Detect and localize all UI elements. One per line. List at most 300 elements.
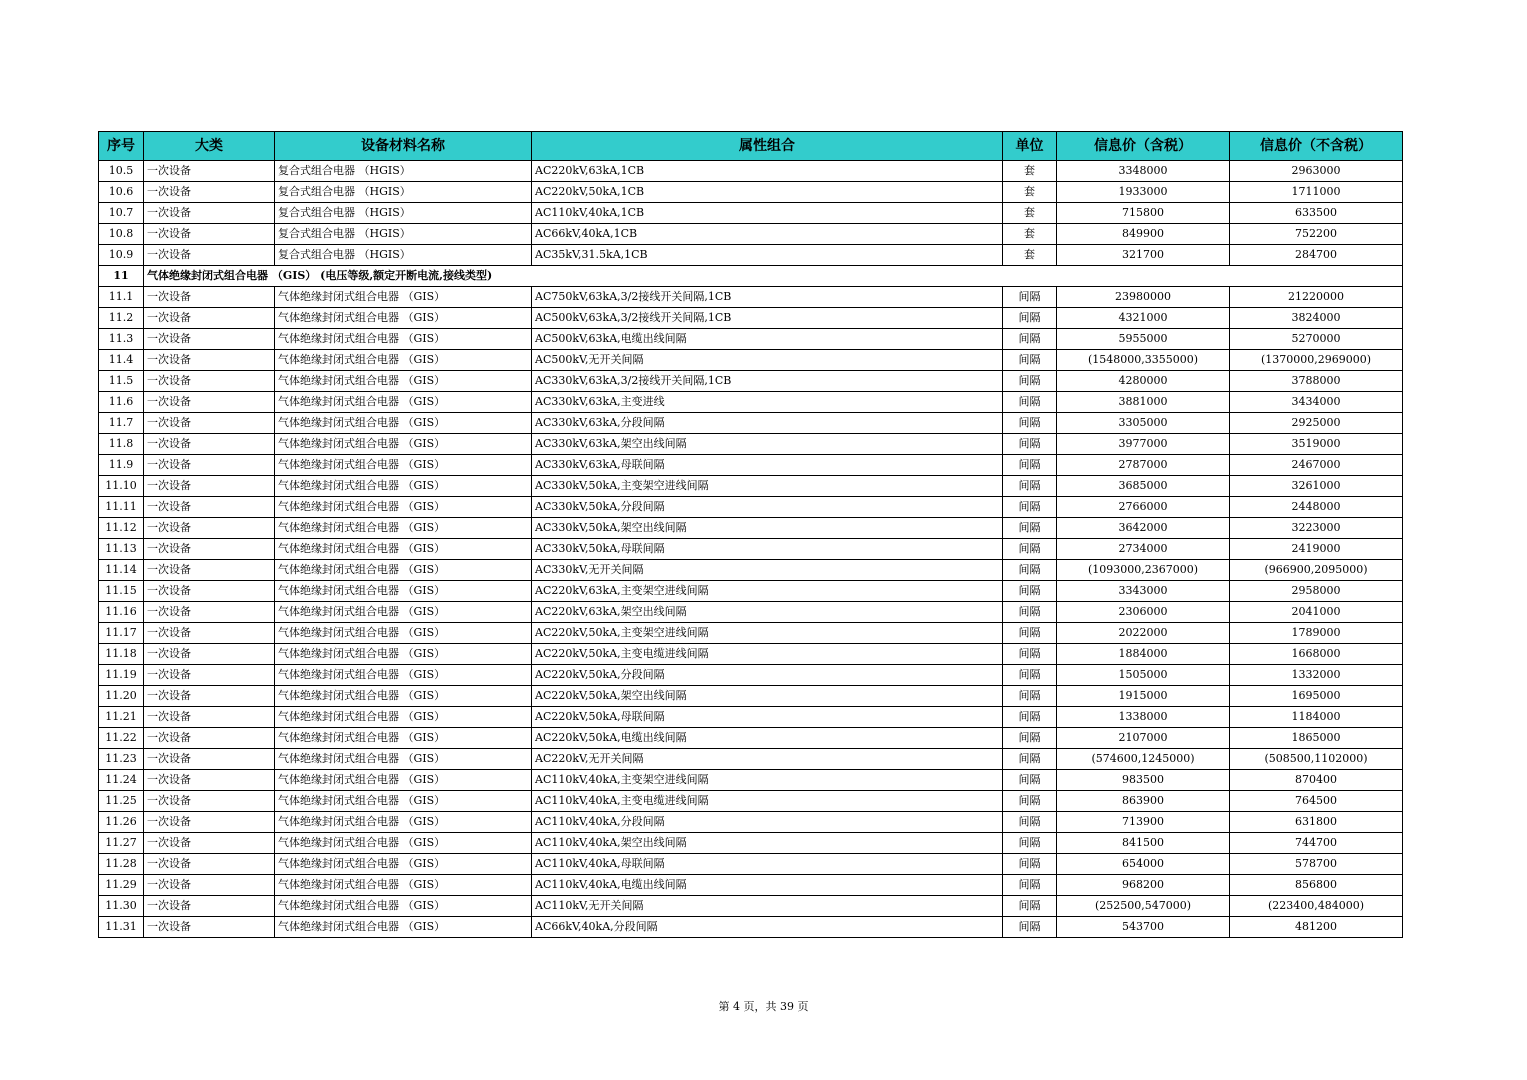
cell-no: 10.5 [99,161,144,182]
cell-no: 11.26 [99,812,144,833]
cell-price-tax: 713900 [1057,812,1230,833]
cell-unit: 间隔 [1003,602,1057,623]
cell-no: 11.13 [99,539,144,560]
cell-category: 一次设备 [144,245,275,266]
table-row [99,203,1403,224]
table-row [99,602,1403,623]
cell-price-tax: 849900 [1057,224,1230,245]
cell-no: 11.22 [99,728,144,749]
table-row [99,812,1403,833]
cell-name: 气体绝缘封闭式组合电器 （GIS） [275,623,532,644]
cell-name: 气体绝缘封闭式组合电器 （GIS） [275,413,532,434]
cell-category: 一次设备 [144,392,275,413]
cell-category: 一次设备 [144,560,275,581]
cell-unit: 间隔 [1003,371,1057,392]
cell-price-notax: 856800 [1230,875,1403,896]
cell-price-notax: 764500 [1230,791,1403,812]
cell-attributes: AC220kV,63kA,架空出线间隔 [532,602,1003,623]
cell-price-tax: 321700 [1057,245,1230,266]
cell-price-tax: 4280000 [1057,371,1230,392]
cell-price-notax: 1184000 [1230,707,1403,728]
cell-attributes: AC330kV,63kA,3/2接线开关间隔,1CB [532,371,1003,392]
cell-category: 一次设备 [144,854,275,875]
table-row [99,392,1403,413]
cell-unit: 间隔 [1003,707,1057,728]
cell-price-notax: 1711000 [1230,182,1403,203]
cell-category: 一次设备 [144,896,275,917]
table-row [99,161,1403,182]
cell-price-tax: 5955000 [1057,329,1230,350]
cell-name: 气体绝缘封闭式组合电器 （GIS） [275,476,532,497]
cell-price-tax: 2787000 [1057,455,1230,476]
table-row [99,644,1403,665]
cell-category: 一次设备 [144,665,275,686]
cell-attributes: AC110kV,40kA,主变架空进线间隔 [532,770,1003,791]
cell-unit: 间隔 [1003,896,1057,917]
cell-no: 11.2 [99,308,144,329]
col-header-price-notax: 信息价（不含税） [1230,132,1403,161]
table-row [99,371,1403,392]
cell-unit: 间隔 [1003,560,1057,581]
cell-price-tax: 543700 [1057,917,1230,938]
cell-category: 一次设备 [144,350,275,371]
cell-name: 气体绝缘封闭式组合电器 （GIS） [275,308,532,329]
cell-attributes: AC500kV,63kA,电缆出线间隔 [532,329,1003,350]
cell-no: 11.24 [99,770,144,791]
cell-no: 11.28 [99,854,144,875]
cell-name: 气体绝缘封闭式组合电器 （GIS） [275,539,532,560]
cell-attributes: AC220kV,50kA,架空出线间隔 [532,686,1003,707]
cell-price-notax: 3223000 [1230,518,1403,539]
cell-price-notax: 578700 [1230,854,1403,875]
table-row [99,476,1403,497]
cell-price-tax: 3881000 [1057,392,1230,413]
cell-price-tax: 1933000 [1057,182,1230,203]
cell-attributes: AC110kV,40kA,架空出线间隔 [532,833,1003,854]
cell-price-tax: (574600,1245000) [1057,749,1230,770]
cell-unit: 间隔 [1003,812,1057,833]
header-row [99,132,1403,161]
cell-unit: 间隔 [1003,833,1057,854]
table-row [99,329,1403,350]
cell-price-tax: 2766000 [1057,497,1230,518]
cell-unit: 间隔 [1003,518,1057,539]
cell-attributes: AC66kV,40kA,1CB [532,224,1003,245]
table-row [99,539,1403,560]
cell-name: 气体绝缘封闭式组合电器 （GIS） [275,854,532,875]
col-header-price-tax: 信息价（含税） [1057,132,1230,161]
cell-no: 10.6 [99,182,144,203]
cell-price-notax: 2467000 [1230,455,1403,476]
page-footer: 第 4 页，共 39 页 [718,1000,809,1013]
table-row [99,287,1403,308]
cell-price-tax: (252500,547000) [1057,896,1230,917]
cell-attributes: AC110kV,40kA,电缆出线间隔 [532,875,1003,896]
cell-price-notax: 5270000 [1230,329,1403,350]
cell-unit: 间隔 [1003,770,1057,791]
cell-name: 气体绝缘封闭式组合电器 （GIS） [275,896,532,917]
cell-price-notax: 1695000 [1230,686,1403,707]
cell-attributes: AC330kV,50kA,分段间隔 [532,497,1003,518]
cell-name: 气体绝缘封闭式组合电器 （GIS） [275,833,532,854]
cell-price-notax: 1332000 [1230,665,1403,686]
cell-attributes: AC220kV,50kA,主变架空进线间隔 [532,623,1003,644]
cell-price-notax: 631800 [1230,812,1403,833]
cell-attributes: AC330kV,63kA,架空出线间隔 [532,434,1003,455]
cell-attributes: AC330kV,63kA,主变进线 [532,392,1003,413]
cell-no: 11.15 [99,581,144,602]
cell-no: 10.8 [99,224,144,245]
cell-unit: 间隔 [1003,350,1057,371]
cell-unit: 间隔 [1003,665,1057,686]
cell-attributes: AC330kV,无开关间隔 [532,560,1003,581]
cell-no: 11.17 [99,623,144,644]
cell-price-notax: 2041000 [1230,602,1403,623]
table-row [99,497,1403,518]
section-title: 气体绝缘封闭式组合电器 （GIS） (电压等级,额定开断电流,接线类型) [144,266,1403,287]
cell-no: 11.10 [99,476,144,497]
cell-price-tax: 3305000 [1057,413,1230,434]
cell-name: 气体绝缘封闭式组合电器 （GIS） [275,350,532,371]
cell-name: 气体绝缘封闭式组合电器 （GIS） [275,917,532,938]
cell-attributes: AC220kV,无开关间隔 [532,749,1003,770]
cell-unit: 间隔 [1003,686,1057,707]
cell-price-tax: (1548000,3355000) [1057,350,1230,371]
cell-category: 一次设备 [144,329,275,350]
cell-price-notax: 3261000 [1230,476,1403,497]
cell-price-tax: 3642000 [1057,518,1230,539]
cell-attributes: AC220kV,50kA,主变电缆进线间隔 [532,644,1003,665]
cell-category: 一次设备 [144,308,275,329]
table-body-bottom [99,287,1403,938]
cell-price-tax: 23980000 [1057,287,1230,308]
cell-category: 一次设备 [144,497,275,518]
section-no: 11 [99,266,144,287]
cell-price-notax: 284700 [1230,245,1403,266]
table-row [99,917,1403,938]
table-row [99,770,1403,791]
cell-no: 11.25 [99,791,144,812]
table-row [99,182,1403,203]
col-header-no: 序号 [99,132,144,161]
cell-unit: 套 [1003,203,1057,224]
cell-category: 一次设备 [144,644,275,665]
cell-attributes: AC110kV,40kA,母联间隔 [532,854,1003,875]
table-row [99,560,1403,581]
cell-name: 气体绝缘封闭式组合电器 （GIS） [275,371,532,392]
section-row [99,266,1403,287]
cell-category: 一次设备 [144,182,275,203]
cell-attributes: AC330kV,50kA,主变架空进线间隔 [532,476,1003,497]
cell-price-notax: 870400 [1230,770,1403,791]
cell-no: 11.20 [99,686,144,707]
cell-no: 10.9 [99,245,144,266]
cell-name: 气体绝缘封闭式组合电器 （GIS） [275,518,532,539]
cell-attributes: AC110kV,40kA,分段间隔 [532,812,1003,833]
cell-price-notax: 2448000 [1230,497,1403,518]
table-row [99,224,1403,245]
cell-price-tax: 2107000 [1057,728,1230,749]
table-row [99,245,1403,266]
cell-price-tax: (1093000,2367000) [1057,560,1230,581]
cell-no: 11.12 [99,518,144,539]
cell-no: 11.19 [99,665,144,686]
cell-category: 一次设备 [144,812,275,833]
cell-unit: 套 [1003,245,1057,266]
cell-category: 一次设备 [144,287,275,308]
table-row [99,707,1403,728]
cell-unit: 间隔 [1003,413,1057,434]
cell-no: 11.6 [99,392,144,413]
cell-unit: 套 [1003,224,1057,245]
cell-category: 一次设备 [144,224,275,245]
cell-name: 气体绝缘封闭式组合电器 （GIS） [275,434,532,455]
cell-price-tax: 1338000 [1057,707,1230,728]
cell-name: 气体绝缘封闭式组合电器 （GIS） [275,770,532,791]
cell-name: 复合式组合电器 （HGIS） [275,224,532,245]
cell-name: 气体绝缘封闭式组合电器 （GIS） [275,665,532,686]
cell-category: 一次设备 [144,455,275,476]
cell-price-notax: 3788000 [1230,371,1403,392]
table-row [99,518,1403,539]
cell-attributes: AC330kV,63kA,分段间隔 [532,413,1003,434]
cell-name: 复合式组合电器 （HGIS） [275,245,532,266]
cell-name: 复合式组合电器 （HGIS） [275,161,532,182]
cell-category: 一次设备 [144,161,275,182]
cell-no: 11.8 [99,434,144,455]
table-body-top [99,161,1403,266]
cell-name: 气体绝缘封闭式组合电器 （GIS） [275,497,532,518]
cell-unit: 间隔 [1003,287,1057,308]
cell-attributes: AC330kV,50kA,架空出线间隔 [532,518,1003,539]
cell-attributes: AC220kV,63kA,主变架空进线间隔 [532,581,1003,602]
cell-category: 一次设备 [144,917,275,938]
cell-price-notax: 2419000 [1230,539,1403,560]
table-row [99,665,1403,686]
cell-attributes: AC220kV,50kA,分段间隔 [532,665,1003,686]
cell-category: 一次设备 [144,791,275,812]
cell-unit: 间隔 [1003,476,1057,497]
cell-unit: 间隔 [1003,308,1057,329]
cell-name: 气体绝缘封闭式组合电器 （GIS） [275,329,532,350]
cell-unit: 间隔 [1003,329,1057,350]
cell-price-tax: 3685000 [1057,476,1230,497]
table-row [99,728,1403,749]
cell-category: 一次设备 [144,623,275,644]
table-row [99,581,1403,602]
cell-attributes: AC500kV,无开关间隔 [532,350,1003,371]
cell-unit: 间隔 [1003,791,1057,812]
table-row [99,308,1403,329]
cell-no: 11.7 [99,413,144,434]
cell-price-notax: 752200 [1230,224,1403,245]
cell-category: 一次设备 [144,833,275,854]
table-row [99,854,1403,875]
cell-attributes: AC110kV,40kA,主变电缆进线间隔 [532,791,1003,812]
cell-price-tax: 654000 [1057,854,1230,875]
table-row [99,434,1403,455]
cell-name: 气体绝缘封闭式组合电器 （GIS） [275,560,532,581]
cell-category: 一次设备 [144,686,275,707]
cell-no: 11.23 [99,749,144,770]
col-header-attributes: 属性组合 [532,132,1003,161]
cell-price-notax: 2963000 [1230,161,1403,182]
cell-no: 11.14 [99,560,144,581]
cell-attributes: AC220kV,63kA,1CB [532,161,1003,182]
cell-price-tax: 4321000 [1057,308,1230,329]
cell-category: 一次设备 [144,476,275,497]
cell-price-notax: (508500,1102000) [1230,749,1403,770]
cell-category: 一次设备 [144,518,275,539]
cell-price-notax: 1668000 [1230,644,1403,665]
cell-price-notax: (223400,484000) [1230,896,1403,917]
cell-attributes: AC500kV,63kA,3/2接线开关间隔,1CB [532,308,1003,329]
cell-price-notax: 481200 [1230,917,1403,938]
cell-no: 11.1 [99,287,144,308]
cell-name: 气体绝缘封闭式组合电器 （GIS） [275,455,532,476]
cell-name: 气体绝缘封闭式组合电器 （GIS） [275,392,532,413]
cell-attributes: AC220kV,50kA,电缆出线间隔 [532,728,1003,749]
cell-unit: 间隔 [1003,728,1057,749]
table-row [99,623,1403,644]
cell-attributes: AC110kV,40kA,1CB [532,203,1003,224]
cell-price-notax: 2925000 [1230,413,1403,434]
cell-no: 11.3 [99,329,144,350]
cell-unit: 套 [1003,161,1057,182]
cell-price-notax: 633500 [1230,203,1403,224]
cell-price-tax: 3343000 [1057,581,1230,602]
cell-price-tax: 2734000 [1057,539,1230,560]
cell-unit: 间隔 [1003,644,1057,665]
cell-no: 11.5 [99,371,144,392]
cell-price-tax: 715800 [1057,203,1230,224]
cell-attributes: AC35kV,31.5kA,1CB [532,245,1003,266]
cell-price-tax: 983500 [1057,770,1230,791]
cell-no: 11.11 [99,497,144,518]
table-row [99,896,1403,917]
cell-name: 气体绝缘封闭式组合电器 （GIS） [275,707,532,728]
cell-category: 一次设备 [144,413,275,434]
cell-category: 一次设备 [144,875,275,896]
cell-price-notax: 3824000 [1230,308,1403,329]
cell-category: 一次设备 [144,749,275,770]
cell-unit: 间隔 [1003,455,1057,476]
cell-price-tax: 841500 [1057,833,1230,854]
table-row [99,791,1403,812]
cell-unit: 间隔 [1003,497,1057,518]
cell-attributes: AC220kV,50kA,1CB [532,182,1003,203]
cell-price-tax: 1915000 [1057,686,1230,707]
cell-price-notax: 744700 [1230,833,1403,854]
cell-price-notax: (1370000,2969000) [1230,350,1403,371]
cell-name: 气体绝缘封闭式组合电器 （GIS） [275,644,532,665]
col-header-unit: 单位 [1003,132,1057,161]
cell-price-notax: 2958000 [1230,581,1403,602]
cell-name: 复合式组合电器 （HGIS） [275,182,532,203]
cell-attributes: AC110kV,无开关间隔 [532,896,1003,917]
cell-name: 气体绝缘封闭式组合电器 （GIS） [275,287,532,308]
cell-price-tax: 1884000 [1057,644,1230,665]
cell-no: 10.7 [99,203,144,224]
cell-name: 气体绝缘封闭式组合电器 （GIS） [275,581,532,602]
col-header-category: 大类 [144,132,275,161]
cell-price-tax: 863900 [1057,791,1230,812]
table-row [99,875,1403,896]
cell-price-notax: 1789000 [1230,623,1403,644]
cell-unit: 套 [1003,182,1057,203]
cell-unit: 间隔 [1003,434,1057,455]
cell-category: 一次设备 [144,203,275,224]
cell-name: 气体绝缘封闭式组合电器 （GIS） [275,812,532,833]
table-row [99,350,1403,371]
cell-price-tax: 2022000 [1057,623,1230,644]
cell-category: 一次设备 [144,770,275,791]
table-row [99,833,1403,854]
cell-category: 一次设备 [144,539,275,560]
cell-unit: 间隔 [1003,854,1057,875]
cell-price-tax: 3977000 [1057,434,1230,455]
cell-unit: 间隔 [1003,749,1057,770]
cell-no: 11.4 [99,350,144,371]
cell-price-tax: 2306000 [1057,602,1230,623]
cell-unit: 间隔 [1003,623,1057,644]
cell-attributes: AC330kV,50kA,母联间隔 [532,539,1003,560]
cell-no: 11.30 [99,896,144,917]
price-table [98,131,1403,938]
cell-attributes: AC220kV,50kA,母联间隔 [532,707,1003,728]
cell-price-notax: 21220000 [1230,287,1403,308]
cell-unit: 间隔 [1003,875,1057,896]
table-row [99,686,1403,707]
cell-unit: 间隔 [1003,539,1057,560]
cell-price-tax: 3348000 [1057,161,1230,182]
cell-no: 11.21 [99,707,144,728]
cell-price-tax: 968200 [1057,875,1230,896]
cell-name: 气体绝缘封闭式组合电器 （GIS） [275,602,532,623]
cell-price-notax: 3434000 [1230,392,1403,413]
table-row [99,413,1403,434]
cell-unit: 间隔 [1003,392,1057,413]
cell-category: 一次设备 [144,371,275,392]
cell-price-tax: 1505000 [1057,665,1230,686]
cell-unit: 间隔 [1003,581,1057,602]
table-row [99,749,1403,770]
cell-name: 气体绝缘封闭式组合电器 （GIS） [275,686,532,707]
cell-attributes: AC330kV,63kA,母联间隔 [532,455,1003,476]
cell-price-notax: 1865000 [1230,728,1403,749]
cell-no: 11.18 [99,644,144,665]
cell-category: 一次设备 [144,434,275,455]
table-row [99,455,1403,476]
cell-category: 一次设备 [144,728,275,749]
section-body [99,266,1403,287]
cell-category: 一次设备 [144,707,275,728]
cell-no: 11.16 [99,602,144,623]
cell-price-notax: 3519000 [1230,434,1403,455]
cell-unit: 间隔 [1003,917,1057,938]
cell-name: 气体绝缘封闭式组合电器 （GIS） [275,791,532,812]
cell-name: 复合式组合电器 （HGIS） [275,203,532,224]
cell-no: 11.9 [99,455,144,476]
cell-category: 一次设备 [144,581,275,602]
cell-no: 11.29 [99,875,144,896]
cell-attributes: AC66kV,40kA,分段间隔 [532,917,1003,938]
cell-no: 11.27 [99,833,144,854]
cell-no: 11.31 [99,917,144,938]
col-header-name: 设备材料名称 [275,132,532,161]
cell-name: 气体绝缘封闭式组合电器 （GIS） [275,875,532,896]
cell-attributes: AC750kV,63kA,3/2接线开关间隔,1CB [532,287,1003,308]
